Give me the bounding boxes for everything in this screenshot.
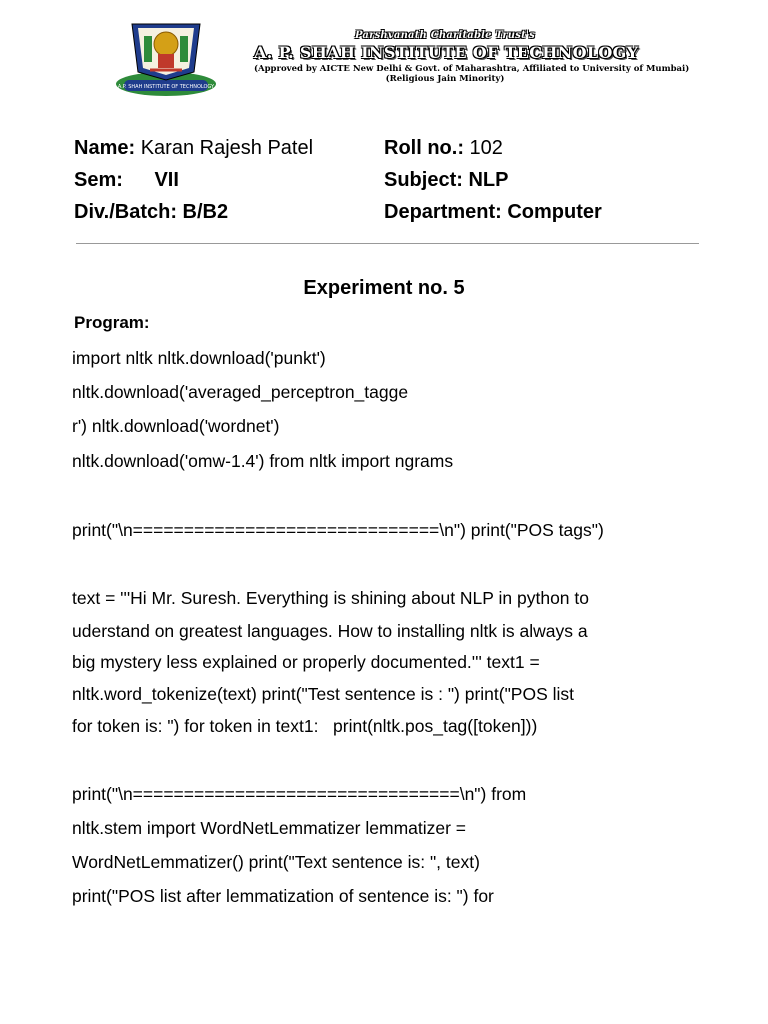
name-field [74,136,313,160]
subject-label: Subject: [384,169,463,191]
code-line: print("POS list after lemmatization of sentence is: ") for [72,886,494,906]
code-line: for token is: ") for token in text1: print(nltk.pos_tag([token])) [72,716,538,736]
institute-logo-icon [114,14,218,98]
institute-header [0,0,768,110]
code-line: nltk.stem import WordNetLemmatizer lemmatizer = [72,818,467,838]
roll-field [384,136,503,160]
minority-line: (Religious Jain Minority) [385,74,505,84]
subject-value: NLP [468,169,509,191]
department-label: Department: [384,201,502,223]
code-line: print("\n==============================\n") print("POS tags") [72,520,604,540]
division-value: B/B2 [182,201,229,223]
division-label: Div./Batch: [74,201,177,223]
code-line: import nltk nltk.download('punkt') [72,348,326,368]
logo-text: A.P. SHAH INSTITUTE OF TECHNOLOGY [117,84,215,90]
institute-name: A. P. SHAH INSTITUTE OF TECHNOLOGY [254,43,639,62]
sem-field [74,168,179,192]
name-label: Name: [74,137,136,159]
name-value: Karan Rajesh Patel [140,137,314,159]
subject-field [384,168,508,192]
roll-label: Roll no.: [384,137,464,159]
code-line: big mystery less explained or properly documented.''' text1 = [72,652,540,672]
divider [76,243,699,244]
roll-value: 102 [469,137,503,159]
sem-label: Sem: [74,169,123,191]
program-label: Program: [74,313,150,332]
approval-line: (Approved by AICTE New Delhi & Govt. of Maharashtra, Affiliated to University of Mumbai) [254,64,690,74]
experiment-title: Experiment no. 5 [303,277,465,299]
code-line: WordNetLemmatizer() print("Text sentence is: ", text) [72,852,480,872]
division-field [74,200,228,224]
code-line: nltk.download('averaged_perceptron_tagge [72,382,409,402]
code-line: nltk.word_tokenize(text) print("Test sentence is : ") print("POS list [72,684,575,704]
sem-value: VII [154,169,179,191]
code-line: r') nltk.download('wordnet') [72,416,280,436]
department-field [384,200,602,224]
trust-name: Parshvanath Charitable Trust's [354,30,535,41]
code-line: print("\n================================\n") from [72,784,527,804]
code-line: text = '''Hi Mr. Suresh. Everything is shining about NLP in python to [72,588,589,608]
code-line: nltk.download('omw-1.4') from nltk import ngrams [72,451,454,471]
department-value: Computer [507,201,602,223]
code-line: uderstand on greatest languages. How to installing nltk is always a [72,621,588,641]
